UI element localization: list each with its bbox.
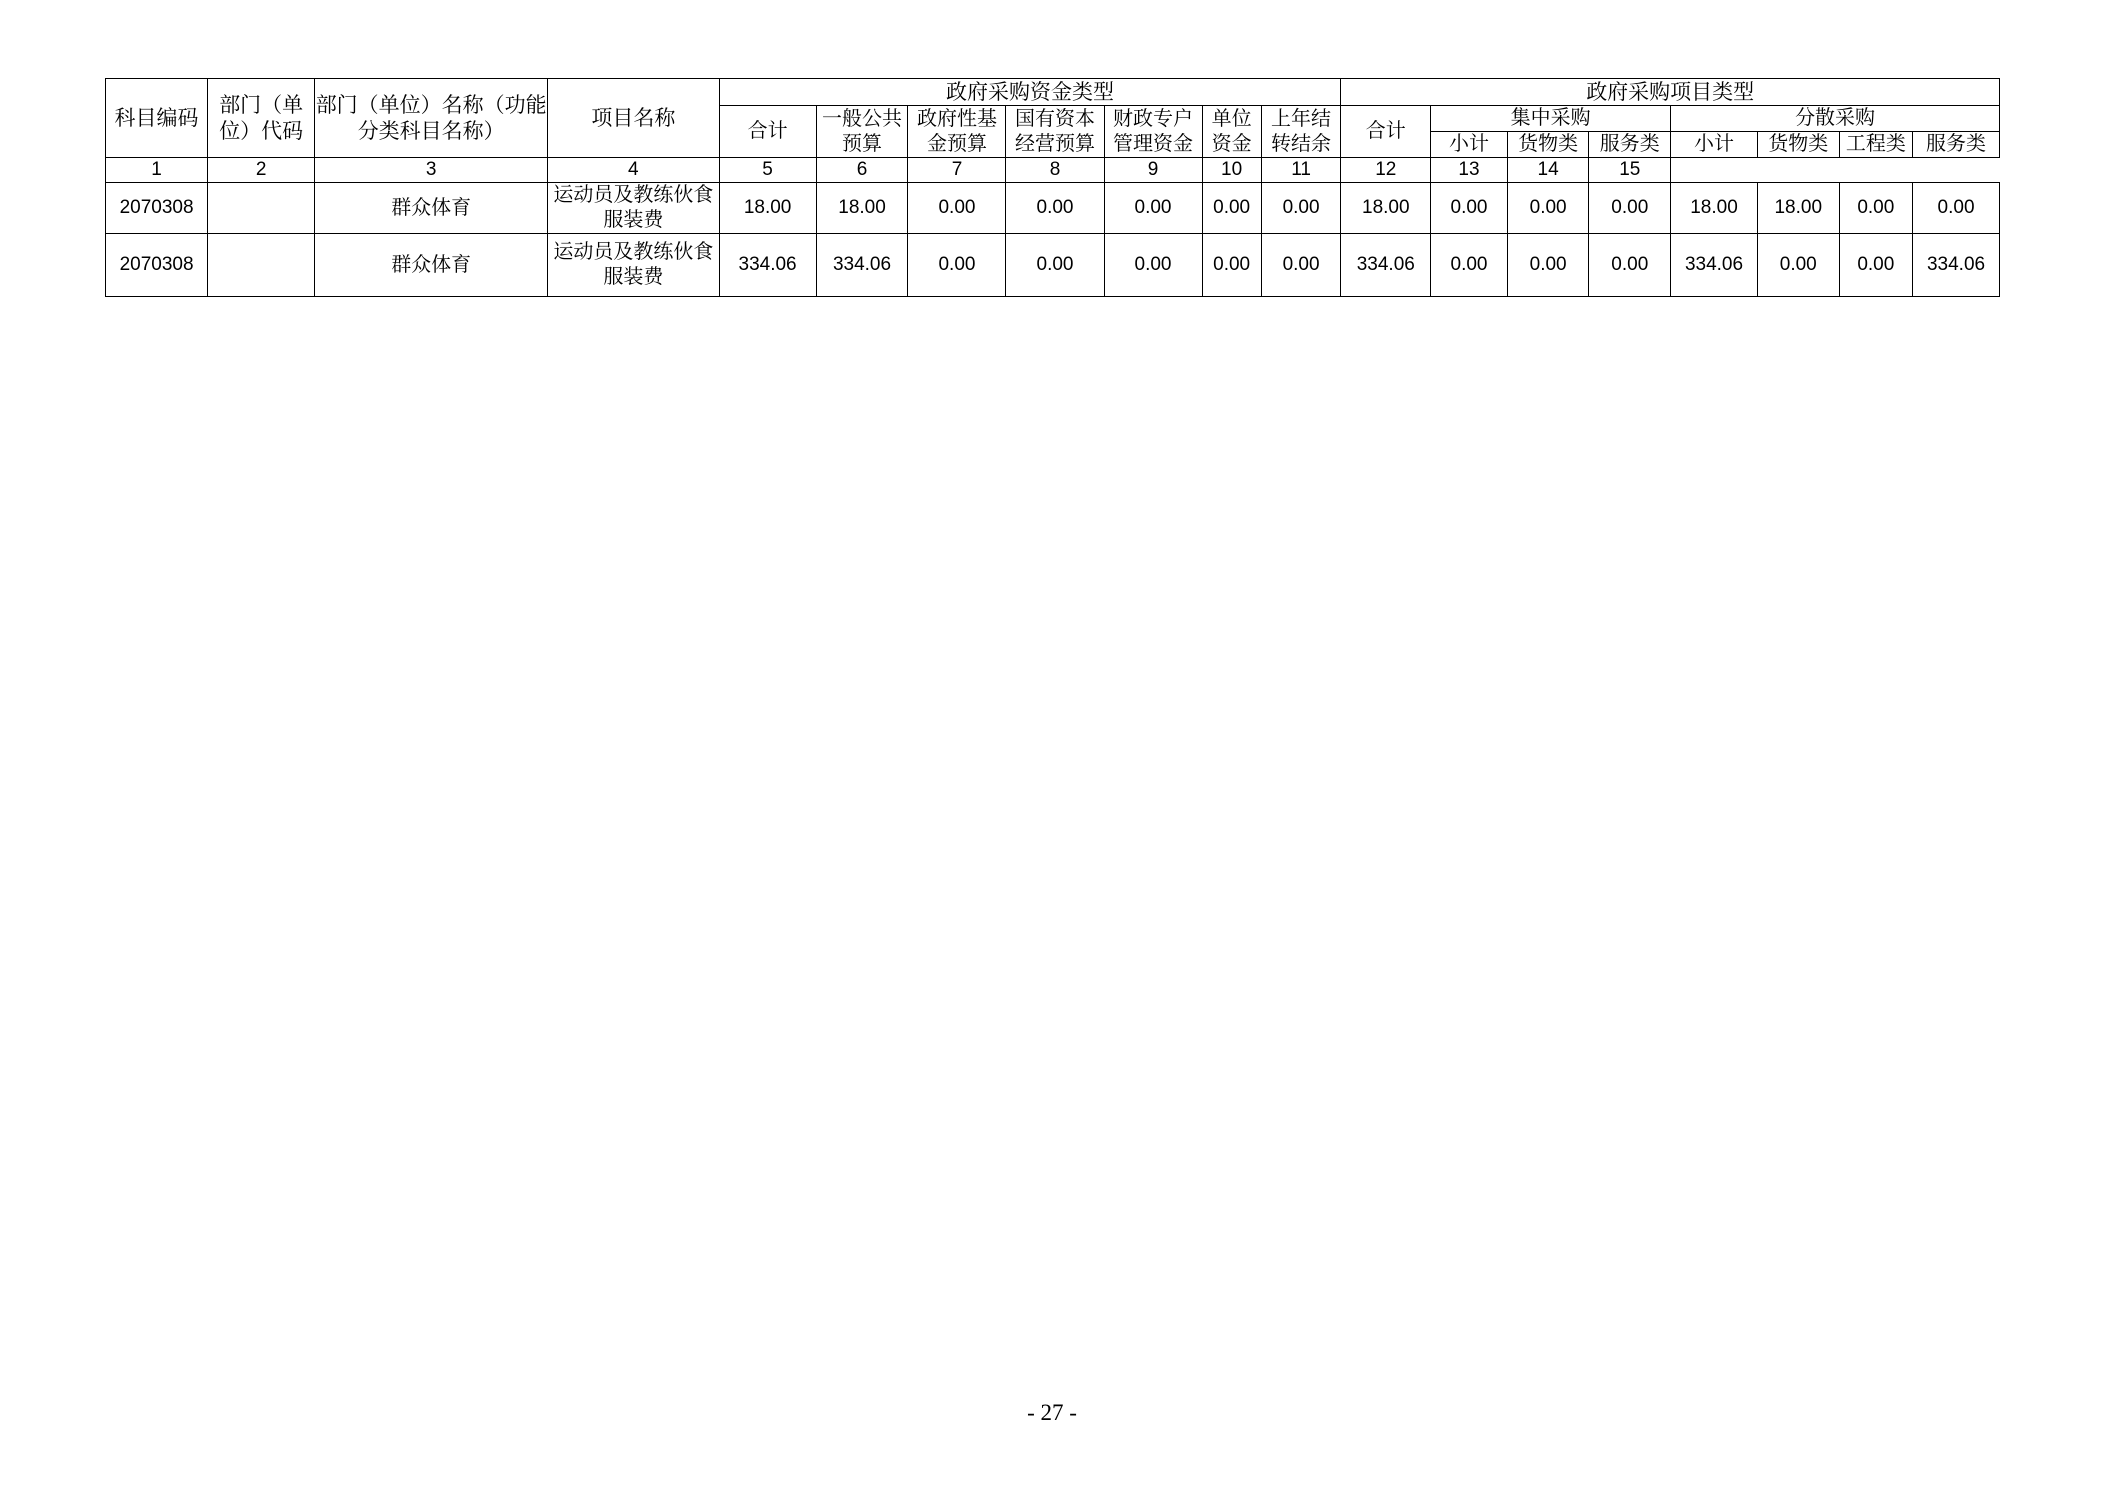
header-decentralized: 分散采购 (1671, 106, 2000, 132)
cell-fund-soe-capital: 0.00 (1006, 183, 1104, 234)
header-project-total: 合计 (1341, 106, 1431, 158)
cell-dept-name: 群众体育 (315, 183, 548, 234)
header-decentralized-service: 服务类 (1913, 132, 2000, 158)
header-decentralized-subtotal: 小计 (1671, 132, 1758, 158)
procurement-budget-table (105, 78, 2000, 297)
col-number-2: 2 (208, 158, 315, 183)
col-number-9: 9 (1104, 158, 1202, 183)
col-number-15: 15 (1589, 158, 1671, 183)
cell-decentralized-subtotal: 334.06 (1671, 234, 1758, 297)
cell-fund-unit-funds: 0.00 (1202, 234, 1261, 297)
col-number-3: 3 (315, 158, 548, 183)
cell-code: 2070308 (106, 234, 208, 297)
header-group-fund-type: 政府采购资金类型 (719, 79, 1341, 106)
col-number-12: 12 (1341, 158, 1431, 183)
header-fund-fiscal-account: 财政专户管理资金 (1104, 106, 1202, 158)
cell-project-total: 334.06 (1341, 234, 1431, 297)
cell-dept-code (208, 183, 315, 234)
page-number: - 27 - (1027, 1400, 1077, 1425)
cell-decentralized-engineering: 0.00 (1839, 234, 1913, 297)
cell-centralized-goods: 0.00 (1507, 183, 1589, 234)
col-number-7: 7 (908, 158, 1006, 183)
col-number-6: 6 (816, 158, 908, 183)
cell-code: 2070308 (106, 183, 208, 234)
table-row (106, 234, 2000, 297)
cell-decentralized-goods: 0.00 (1757, 234, 1839, 297)
header-fund-gov-fund-budget: 政府性基金预算 (908, 106, 1006, 158)
cell-centralized-goods: 0.00 (1507, 234, 1589, 297)
cell-centralized-subtotal: 0.00 (1431, 183, 1508, 234)
header-fund-general-budget: 一般公共预算 (816, 106, 908, 158)
col-number-11: 11 (1261, 158, 1341, 183)
procurement-budget-table-wrapper (105, 78, 2000, 297)
header-group-project-type: 政府采购项目类型 (1341, 79, 2000, 106)
header-centralized-goods: 货物类 (1507, 132, 1589, 158)
cell-fund-unit-funds: 0.00 (1202, 183, 1261, 234)
header-col-code: 科目编码 (106, 79, 208, 158)
col-number-13: 13 (1431, 158, 1508, 183)
cell-project-name: 运动员及教练伙食服装费 (548, 183, 720, 234)
cell-fund-soe-capital: 0.00 (1006, 234, 1104, 297)
cell-decentralized-service: 0.00 (1913, 183, 2000, 234)
col-number-5: 5 (719, 158, 816, 183)
col-number-8: 8 (1006, 158, 1104, 183)
cell-fund-carryover: 0.00 (1261, 234, 1341, 297)
header-decentralized-goods: 货物类 (1757, 132, 1839, 158)
header-centralized-service: 服务类 (1589, 132, 1671, 158)
cell-project-total: 18.00 (1341, 183, 1431, 234)
table-column-number-row (106, 158, 2000, 183)
header-centralized-subtotal: 小计 (1431, 132, 1508, 158)
header-col-dept-name: 部门（单位）名称（功能分类科目名称） (315, 79, 548, 158)
cell-fund-total: 18.00 (719, 183, 816, 234)
cell-fund-carryover: 0.00 (1261, 183, 1341, 234)
cell-fund-fiscal-account: 0.00 (1104, 234, 1202, 297)
col-number-1: 1 (106, 158, 208, 183)
cell-decentralized-subtotal: 18.00 (1671, 183, 1758, 234)
table-row (106, 183, 2000, 234)
cell-decentralized-goods: 18.00 (1757, 183, 1839, 234)
header-fund-unit-funds: 单位资金 (1202, 106, 1261, 158)
cell-centralized-service: 0.00 (1589, 183, 1671, 234)
cell-decentralized-engineering: 0.00 (1839, 183, 1913, 234)
header-decentralized-engineering: 工程类 (1839, 132, 1913, 158)
col-number-4: 4 (548, 158, 720, 183)
cell-centralized-service: 0.00 (1589, 234, 1671, 297)
cell-decentralized-service: 334.06 (1913, 234, 2000, 297)
header-fund-carryover: 上年结转结余 (1261, 106, 1341, 158)
header-fund-soe-capital: 国有资本经营预算 (1006, 106, 1104, 158)
cell-dept-name: 群众体育 (315, 234, 548, 297)
cell-fund-fiscal-account: 0.00 (1104, 183, 1202, 234)
cell-fund-general-budget: 18.00 (816, 183, 908, 234)
cell-fund-gov-fund-budget: 0.00 (908, 234, 1006, 297)
cell-centralized-subtotal: 0.00 (1431, 234, 1508, 297)
col-number-14: 14 (1507, 158, 1589, 183)
cell-dept-code (208, 234, 315, 297)
cell-project-name: 运动员及教练伙食服装费 (548, 234, 720, 297)
header-centralized: 集中采购 (1431, 106, 1671, 132)
header-col-dept-code: 部门（单位）代码 (208, 79, 315, 158)
cell-fund-total: 334.06 (719, 234, 816, 297)
cell-fund-gov-fund-budget: 0.00 (908, 183, 1006, 234)
header-col-project-name: 项目名称 (548, 79, 720, 158)
header-fund-total: 合计 (719, 106, 816, 158)
table-header-row-1 (106, 79, 2000, 106)
col-number-10: 10 (1202, 158, 1261, 183)
cell-fund-general-budget: 334.06 (816, 234, 908, 297)
